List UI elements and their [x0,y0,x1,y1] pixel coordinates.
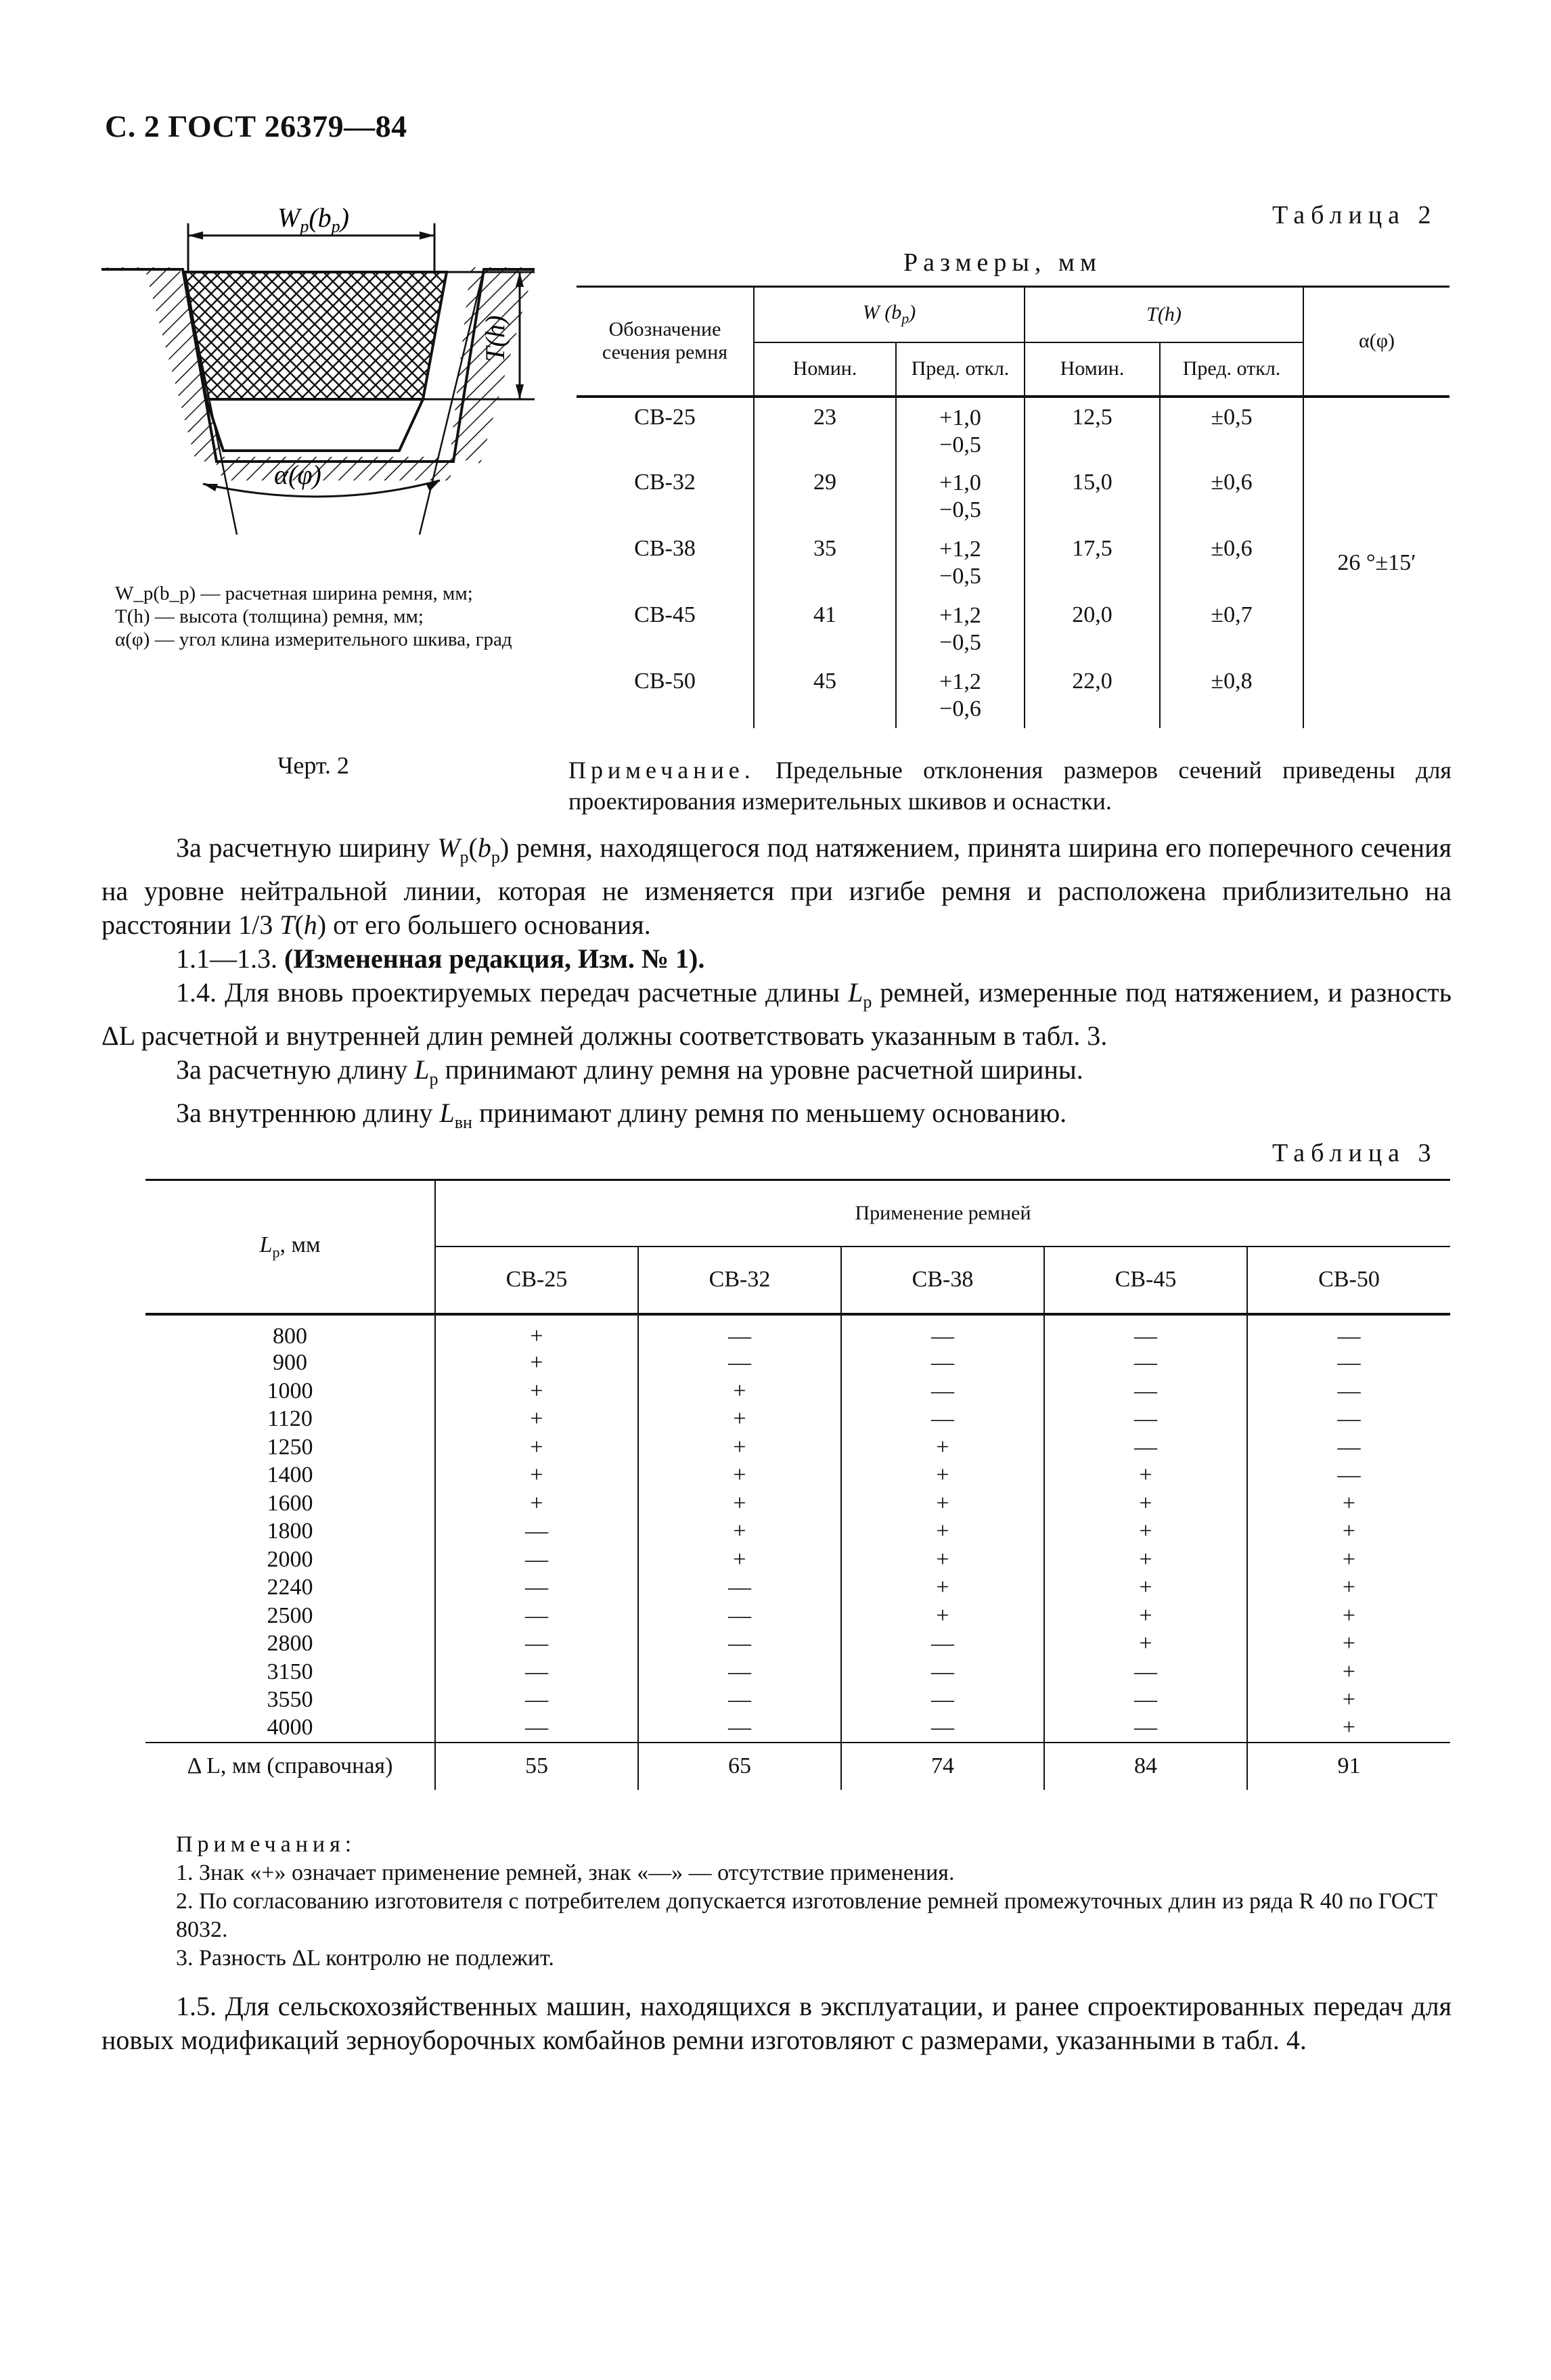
t3-cell-length: 2240 [145,1574,435,1602]
t3-cell-delta: 65 [638,1743,841,1790]
t3-cell-mark: + [435,1349,638,1378]
t3-head-lp: $L_p$, мм [145,1180,435,1314]
t3-cell-mark: + [841,1462,1044,1490]
t2-head-t: T(h) [1025,287,1303,342]
t2-cell-t: 17,5 [1025,529,1160,596]
t3-cell-mark: + [1044,1489,1247,1518]
table-row [145,1686,1450,1715]
t2-head-t-dev: Пред. откл. [1160,342,1303,397]
paragraph-neutral-line: За расчетную ширину $W_p(b_p)$ ремня, находящегося под натяжением, принята ширина его поперечного сечения на уровне нейтральной линии, которая не изменяется при изгибе ремня и расположена приблизительно на расстоянии 1/3 T(h) от его большего основания. [102,832,1452,940]
t3-cell-length: 1400 [145,1462,435,1490]
t3-cell-mark: — [435,1686,638,1715]
t2-head-w: W $(b_p)$ [754,287,1025,342]
t2-cell-w: 29 [754,463,896,529]
table-row [145,1406,1450,1434]
legend-line-1: W_p(b_p) — расчетная ширина ремня, мм; [115,583,473,604]
t3-cell-mark: + [1044,1630,1247,1659]
legend-line-2: T(h) — высота (толщина) ремня, мм; [115,606,424,627]
t3-cell-mark: + [435,1462,638,1490]
t3-cell-length: 3550 [145,1686,435,1715]
t3-cell-mark: — [1044,1686,1247,1715]
table-row [145,1377,1450,1406]
t3-cell-mark: — [841,1714,1044,1743]
t3-cell-mark: — [841,1349,1044,1378]
t3-cell-mark: + [435,1406,638,1434]
belt-section-drawing [102,196,548,548]
table2-subcaption: Размеры, мм [903,248,1102,277]
note-label: Примечание. [568,757,755,784]
t2-cell-name: СВ-45 [577,596,754,662]
t2-cell-name: СВ-38 [577,529,754,596]
t2-cell-t: 12,5 [1025,397,1160,463]
t2-cell-t-dev: ±0,6 [1160,529,1303,596]
t3-cell-mark: + [1044,1546,1247,1574]
t3-cell-mark: — [638,1658,841,1686]
table-row [145,1714,1450,1743]
paragraph-inner-length: За внутреннюю длину $L_{вн}$ принимают длину ремня по меньшему основанию. [176,1098,1067,1132]
t3-cell-length: 1000 [145,1377,435,1406]
note-3: 3. Разность ΔL контролю не подлежит. [176,1946,554,1971]
t2-cell-t: 20,0 [1025,596,1160,662]
t3-cell-length: 800 [145,1314,435,1349]
t3-cell-mark: — [1044,1658,1247,1686]
t3-cell-mark: + [1044,1518,1247,1546]
t3-cell-mark: + [435,1489,638,1518]
paragraph-calc-length: За расчетную длину $L_p$ принимают длину ремня на уровне расчетной ширины. [176,1054,1083,1089]
t3-cell-mark: — [1044,1349,1247,1378]
t3-cell-mark: — [638,1314,841,1349]
t3-col-head: СВ-32 [638,1247,841,1314]
t3-cell-length: 1250 [145,1433,435,1462]
t2-head-designation: Обозначение сечения ремня [577,287,754,397]
drawing-legend [115,582,548,651]
table-row [145,1462,1450,1490]
t3-cell-mark: — [1044,1714,1247,1743]
t3-cell-length: 2000 [145,1546,435,1574]
t3-cell-mark: + [841,1602,1044,1630]
t3-cell-mark: + [1342,1659,1356,1684]
table-row [145,1658,1450,1686]
t2-head-w-nom: Номин. [754,342,896,397]
t3-col-head: СВ-38 [841,1247,1044,1314]
t3-cell-mark: — [435,1518,638,1546]
t3-cell-mark: — [435,1658,638,1686]
t3-cell-mark: + [841,1489,1044,1518]
t2-cell-w: 23 [754,397,896,463]
t2-cell-name: СВ-50 [577,662,754,728]
t3-cell-mark: + [638,1433,841,1462]
t2-cell-t: 22,0 [1025,662,1160,728]
t3-cell-mark: + [1342,1519,1356,1544]
t3-cell-mark: — [1337,1462,1361,1488]
t3-cell-delta-label: Δ L, мм (справочная) [145,1743,435,1790]
t3-cell-mark: — [638,1686,841,1715]
t3-cell-mark: — [841,1686,1044,1715]
t3-cell-mark: + [638,1546,841,1574]
t3-cell-mark: + [435,1314,638,1349]
table-row-delta [145,1743,1450,1790]
t3-cell-mark: + [1044,1574,1247,1602]
t3-cell-mark: — [638,1349,841,1378]
t2-cell-w-dev: +1,2 −0,6 [896,662,1025,728]
table-row [145,1433,1450,1462]
t3-cell-mark: + [841,1574,1044,1602]
body-paragraphs [102,831,1452,1140]
t3-cell-mark: + [638,1377,841,1406]
t2-head-alpha: α(φ) [1303,287,1449,397]
t3-cell-mark: — [1337,1323,1361,1349]
t2-cell-t: 15,0 [1025,463,1160,529]
t3-cell-delta: 55 [435,1743,638,1790]
t2-cell-name: СВ-25 [577,397,754,463]
table-row [145,1349,1450,1378]
note-2: 2. По согласованию изготовителя с потребителем допускается изготовление ремней промежуточных длин из ряда R 40 по ГОСТ 8032. [176,1889,1438,1942]
note-text: Предельные отклонения размеров сечений приведены для проектирования измерительных шкивов и оснастки. [568,757,1452,815]
t3-cell-mark: — [841,1406,1044,1434]
t3-cell-mark: + [1342,1687,1356,1713]
drawing-label-th: T(h) [480,315,510,362]
table3 [145,1179,1450,1790]
notes-title: Примечания: [176,1832,357,1857]
t3-cell-mark: + [841,1518,1044,1546]
t3-cell-mark: + [435,1433,638,1462]
t3-cell-length: 3150 [145,1658,435,1686]
t3-cell-mark: + [638,1462,841,1490]
t2-cell-w: 35 [754,529,896,596]
t3-cell-mark: — [1337,1350,1361,1376]
t3-cell-mark: — [1337,1406,1361,1432]
t3-cell-mark: — [435,1574,638,1602]
t2-cell-w: 45 [754,662,896,728]
table2 [577,286,1449,728]
t3-cell-mark: — [435,1546,638,1574]
paragraph-1-5: 1.5. Для сельскохозяйственных машин, находящихся в эксплуатации, и ранее спроектированных передач для новых модификаций зерноуборочных комбайнов ремни изготовляют с размерами, указанными в табл. 4. [102,1991,1452,2055]
t2-head-w-dev: Пред. откл. [896,342,1025,397]
chert-label: Черт. 2 [277,752,349,779]
t3-cell-mark: — [1044,1377,1247,1406]
t2-cell-t-dev: ±0,7 [1160,596,1303,662]
table3-caption: Таблица 3 [1272,1139,1437,1167]
t3-cell-mark: — [435,1714,638,1743]
t3-cell-mark: + [638,1489,841,1518]
t3-col-head: СВ-50 [1247,1247,1450,1314]
page-header: С. 2 ГОСТ 26379—84 [105,109,407,143]
t3-cell-length: 2500 [145,1602,435,1630]
t3-cell-mark: + [1044,1602,1247,1630]
t3-cell-mark: — [841,1377,1044,1406]
table-row [145,1630,1450,1659]
t2-cell-w-dev: +1,0 −0,5 [896,397,1025,463]
t3-cell-mark: — [638,1714,841,1743]
t3-cell-mark: — [841,1314,1044,1349]
t2-cell-alpha: 26 °±15′ [1337,549,1416,575]
table-row [145,1489,1450,1518]
t3-cell-length: 1800 [145,1518,435,1546]
t2-cell-t-dev: ±0,8 [1160,662,1303,728]
t3-cell-mark: + [1342,1575,1356,1600]
t2-cell-t-dev: ±0,6 [1160,463,1303,529]
t2-cell-w-dev: +1,2 −0,5 [896,529,1025,596]
t3-cell-mark: + [1342,1490,1356,1516]
paragraph-amendment: 1.1—1.3. (Измененная редакция, Изм. № 1). [176,943,705,974]
t3-cell-mark: + [435,1377,638,1406]
t3-cell-length: 2800 [145,1630,435,1659]
t2-head-t-nom: Номин. [1025,342,1160,397]
t3-cell-length: 900 [145,1349,435,1378]
t3-cell-mark: — [1337,1378,1361,1404]
t3-cell-mark: + [638,1406,841,1434]
t3-cell-length: 1600 [145,1489,435,1518]
t3-cell-mark: — [1044,1406,1247,1434]
table-row [145,1546,1450,1574]
drawing-label-angle: α(φ) [274,459,321,490]
t3-col-head: СВ-25 [435,1247,638,1314]
t3-cell-mark: — [841,1658,1044,1686]
t3-cell-mark: + [1342,1602,1356,1628]
note-1: 1. Знак «+» означает применение ремней, знак «—» — отсутствие применения. [176,1860,955,1885]
table-row [145,1314,1450,1349]
t2-cell-w-dev: +1,0 −0,5 [896,463,1025,529]
t3-cell-mark: + [1342,1715,1356,1741]
table2-note [568,755,1452,817]
t3-cell-mark: — [638,1574,841,1602]
t3-cell-mark: — [1044,1314,1247,1349]
table-row [145,1574,1450,1602]
t3-cell-length: 4000 [145,1714,435,1743]
t3-cell-mark: + [841,1546,1044,1574]
t3-cell-mark: + [1342,1546,1356,1572]
drawing-label-wp: $W_p(b_p)$ [277,202,349,236]
t3-cell-mark: + [841,1433,1044,1462]
t3-cell-delta: 91 [1247,1743,1450,1790]
t3-cell-mark: — [1044,1433,1247,1462]
legend-line-3: α(φ) — угол клина измерительного шкива, град [115,629,512,650]
t3-cell-mark: — [638,1602,841,1630]
t3-cell-length: 1120 [145,1406,435,1434]
t2-cell-w-dev: +1,2 −0,5 [896,596,1025,662]
t3-cell-mark: + [638,1518,841,1546]
t3-cell-mark: — [1337,1434,1361,1460]
table3-notes [176,1831,1455,1973]
t3-cell-mark: — [841,1630,1044,1659]
t2-cell-t-dev: ±0,5 [1160,397,1303,463]
t3-cell-mark: + [1044,1462,1247,1490]
t2-cell-name: СВ-32 [577,463,754,529]
t3-cell-delta: 84 [1044,1743,1247,1790]
t3-cell-mark: — [435,1630,638,1659]
t3-cell-delta: 74 [841,1743,1044,1790]
table-row [577,397,1449,463]
table-row [145,1602,1450,1630]
paragraph-1-4: 1.4. Для вновь проектируемых передач расчетные длины $L_p$ ремней, измеренные под натяжением, и разность ΔL расчетной и внутренней длин ремней должны соответствовать указанным в табл. 3. [102,977,1452,1051]
table-row [145,1518,1450,1546]
table2-caption: Таблица 2 [1272,201,1437,229]
t3-col-head: СВ-45 [1044,1247,1247,1314]
t3-cell-mark: — [638,1630,841,1659]
t2-cell-w: 41 [754,596,896,662]
t3-cell-mark: + [1342,1631,1356,1657]
t3-cell-mark: — [435,1602,638,1630]
t3-head-application: Применение ремней [435,1180,1450,1247]
